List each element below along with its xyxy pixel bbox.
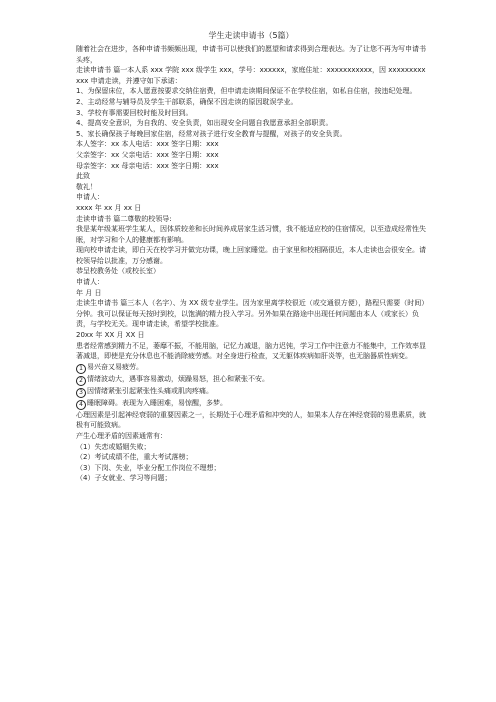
symptom-item-2 [76, 374, 426, 386]
document-title: 学生走读申请书（5篇） [208, 31, 294, 40]
signature-mother: 母亲签字：xx 母亲电话：xxx 签字日期：xxx [76, 161, 219, 170]
application-two-heading: 走读申请书 篇二尊敬的校领导: [76, 214, 172, 223]
promise-item-3: 3、学校有事需要回校时能及时回到。 [76, 108, 193, 117]
date-line-2: 年 月 日 [76, 288, 102, 297]
document-page [76, 30, 426, 484]
signature-self: 本人签字：xx 本人电话：xxx 签字日期：xxx [76, 140, 219, 149]
applicant-label: 申请人： [76, 193, 104, 202]
symptom-item-text: 情绪波动大，遇事容易激动，烦躁易怒，担心和紧张不安。 [87, 374, 269, 383]
promise-item-2: 2、主动经常与辅导员及学生干部联系，确保不因走读的原因耽误学业。 [76, 97, 298, 106]
cause-item-4: （4）子女就业、学习等问题； [76, 474, 172, 483]
cause-item-1: （1）失恋或婚姻失败； [76, 442, 151, 451]
date-line: xxxx 年 xx 月 xx 日 [76, 203, 142, 212]
application-three-body: 走读生申请书 篇三本人（名字）、为 XX 级专业学生。因为家里离学校很近（或交通很方便），路程只需要（时间）分钟。我可以保证每天按时到校，以饱满的精力投入学习。另外如果在路途中出现任何问题由本人（或家长）负责，与学校无关。现申请走读，希望学校批准。 [76, 299, 425, 329]
application-one-heading: 走读申请书 篇一本人系 xxx 学院 xxx 级学生 xxx，学号：xxxxxx，家庭住址：xxxxxxxxxxx，因 xxxxxxxxxxxx 申请走读，并遵守如下承诺： [76, 66, 426, 85]
addressee-line: 恭呈校教务处（或校长室） [76, 267, 160, 276]
application-two-body-1: 我是某年级某班学生某人，因体质较差和长时间养成居家生活习惯，我不能适应校的住宿情况，以至造成经常性失眠，对学习和个人的健康都有影响。 [76, 225, 426, 244]
promise-item-4: 4、提高安全意识，为自我的、安全负责，如出现安全问题自我愿意承担全部职责。 [76, 119, 333, 128]
circled-number-marker: 3 [76, 388, 86, 398]
cause-paragraph: 心理因素是引起神经衰弱的重要因素之一，长期处于心理矛盾和冲突的人，如果本人存在神经衰弱的易患素质，就极有可能致病。 [76, 410, 426, 430]
applicant-label-2: 申请人： [76, 278, 104, 287]
symptom-item-3 [76, 386, 426, 398]
cause-item-2: （2）考试成绩不佳，重大考试落榜； [76, 453, 193, 462]
circled-number-marker: 4 [76, 400, 86, 410]
closing-jingli: 敬礼！ [76, 182, 97, 191]
symptom-item-text: 因情绪紧张引起紧张性头痛或肌肉疼痛。 [87, 386, 213, 395]
circled-number-marker: 1 [76, 364, 86, 374]
cause-list-heading: 产生心理矛盾的因素通常有： [76, 432, 167, 440]
circled-number-marker: 2 [76, 376, 86, 386]
application-two-body-2: 现向校申请走读，即白天在校学习并做完功课，晚上回家睡觉。由于家里和校相隔很近，本人走读也会很安全。请校领导给以批准，万分感谢。 [76, 246, 426, 265]
symptom-item-text: 易兴奋又易疲劳。 [87, 362, 143, 371]
closing-cizhi: 此致 [76, 172, 90, 181]
symptom-item-1 [76, 362, 426, 374]
date-line-3: 20xx 年 XX 月 XX 日 [76, 331, 145, 340]
symptom-item-text: 睡眠障碍。表现为入睡困难，易惊醒，多梦。 [87, 398, 227, 407]
promise-item-5: 5、家长确保孩子每晚回家住宿，经常对孩子进行安全教育与提醒，对孩子的安全负责。 [76, 129, 347, 138]
intro-paragraph: 随着社会在进步，各种申请书频频出现，申请书可以使我们的愿望和请求得到合理表达。为了让您不再为写申请书头疼， [76, 45, 426, 64]
promise-item-1: 1、为保留床位，本人愿意按要求交纳住宿费，但申请走读期间保证不在学校住宿，如私自住宿，按违纪处理。 [76, 87, 417, 96]
symptom-paragraph: 患者经常感到精力不足，萎靡不振，不能用脑，记忆力减退，脑力迟钝，学习工作中注意力不能集中，工作效率显著减退，即使是充分休息也不能消除疲劳感。对全身进行检查，又无躯体疾病如肝炎等，也无脑器质性病变。 [76, 341, 426, 361]
cause-item-3: （3）下岗、失业，毕业分配工作岗位不理想； [76, 463, 221, 472]
symptom-item-4 [76, 398, 426, 410]
signature-father: 父亲签字：xx 父亲电话：xxx 签字日期：xxx [76, 150, 219, 159]
